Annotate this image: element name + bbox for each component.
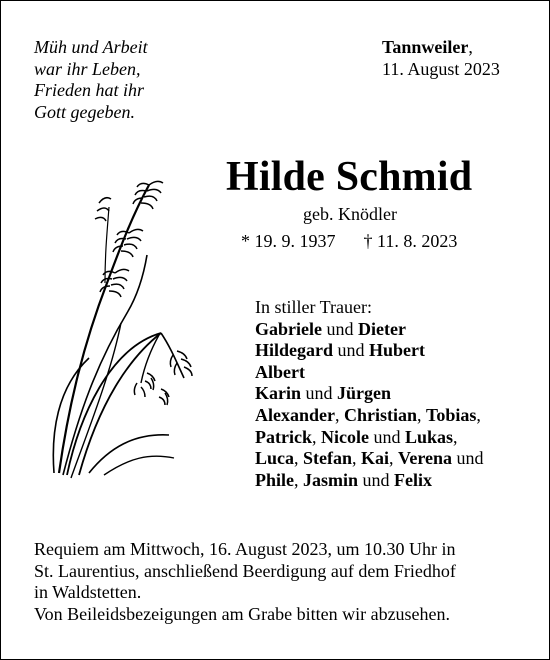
- mourner-line: [255, 340, 484, 362]
- mourner-connector: und: [452, 448, 484, 469]
- mourner-name: Dieter: [357, 318, 406, 339]
- mourner-line: [255, 319, 484, 341]
- notice-date: 11. August 2023: [382, 58, 500, 79]
- mourner-name: Felix: [394, 469, 433, 490]
- mourner-lines: [255, 319, 484, 492]
- mourner-name: Alexander: [255, 404, 335, 425]
- mourner-connector: und: [321, 318, 358, 339]
- life-dates: [241, 230, 457, 252]
- verse-line: war ihr Leben,: [34, 58, 141, 79]
- mourner-line: [255, 427, 484, 449]
- mourner-name: Phile: [255, 469, 294, 490]
- mourner-name: Nicole: [320, 426, 369, 447]
- deceased-name: Hilde Schmid: [226, 154, 473, 200]
- place-separator: ,: [468, 37, 473, 57]
- verse-line: Müh und Arbeit: [34, 37, 148, 57]
- birth-date: * 19. 9. 1937: [241, 231, 336, 251]
- mourners-intro: In stiller Trauer:: [255, 297, 372, 317]
- deceased-name-wrap: [1, 153, 550, 201]
- mourner-connector: ,: [294, 448, 304, 469]
- mourner-name: Lukas: [404, 426, 454, 447]
- service-line: Von Beileidsbezeigungen am Grabe bitten wir abzusehen.: [34, 603, 451, 624]
- mourner-name: Kai: [361, 448, 390, 469]
- mourner-name: Albert: [255, 361, 305, 382]
- place-date: [382, 37, 500, 80]
- mourner-connector: und: [368, 426, 405, 447]
- mourner-line: [255, 448, 484, 470]
- mourner-name: Christian: [344, 404, 418, 425]
- mourner-connector: und: [333, 340, 370, 361]
- service-line: St. Laurentius, anschließend Beerdigung auf dem Friedhof: [34, 560, 456, 581]
- mourner-name: Hubert: [369, 340, 426, 361]
- mourner-connector: ,: [417, 404, 427, 425]
- service-line: Requiem am Mittwoch, 16. August 2023, um 10.30 Uhr in: [34, 539, 456, 559]
- mourner-connector: ,: [389, 448, 399, 469]
- place: Tannweiler: [382, 37, 469, 57]
- mourner-name: Jasmin: [303, 469, 359, 490]
- maiden-name: geb. Knödler: [303, 204, 397, 224]
- mourner-connector: ,: [335, 404, 344, 425]
- death-date: † 11. 8. 2023: [363, 231, 458, 251]
- mourner-name: Luca: [255, 448, 295, 469]
- mourner-connector: ,: [453, 426, 458, 447]
- verse: [34, 37, 148, 123]
- grass-ears-icon: [49, 173, 219, 483]
- mourner-connector: ,: [476, 404, 481, 425]
- service-info: [34, 539, 456, 625]
- mourner-name: Tobias: [426, 404, 477, 425]
- mourner-line: [255, 362, 484, 384]
- mourner-line: [255, 470, 484, 492]
- mourner-name: Karin: [255, 383, 302, 404]
- mourner-connector: ,: [352, 448, 362, 469]
- mourners: [255, 297, 484, 491]
- mourner-line: [255, 383, 484, 405]
- mourner-line: [255, 405, 484, 427]
- mourner-name: Verena: [398, 448, 453, 469]
- mourner-name: Patrick: [255, 426, 312, 447]
- verse-line: Frieden hat ihr: [34, 80, 144, 100]
- mourner-connector: ,: [294, 469, 303, 490]
- mourner-name: Stefan: [303, 448, 353, 469]
- mourner-connector: und: [358, 469, 395, 490]
- verse-line: Gott gegeben.: [34, 101, 135, 122]
- mourner-name: Hildegard: [255, 340, 334, 361]
- mourner-name: Jürgen: [337, 383, 392, 404]
- mourner-connector: und: [301, 383, 338, 404]
- mourner-name: Gabriele: [255, 318, 322, 339]
- service-line: in Waldstetten.: [34, 582, 142, 603]
- mourner-connector: ,: [311, 426, 321, 447]
